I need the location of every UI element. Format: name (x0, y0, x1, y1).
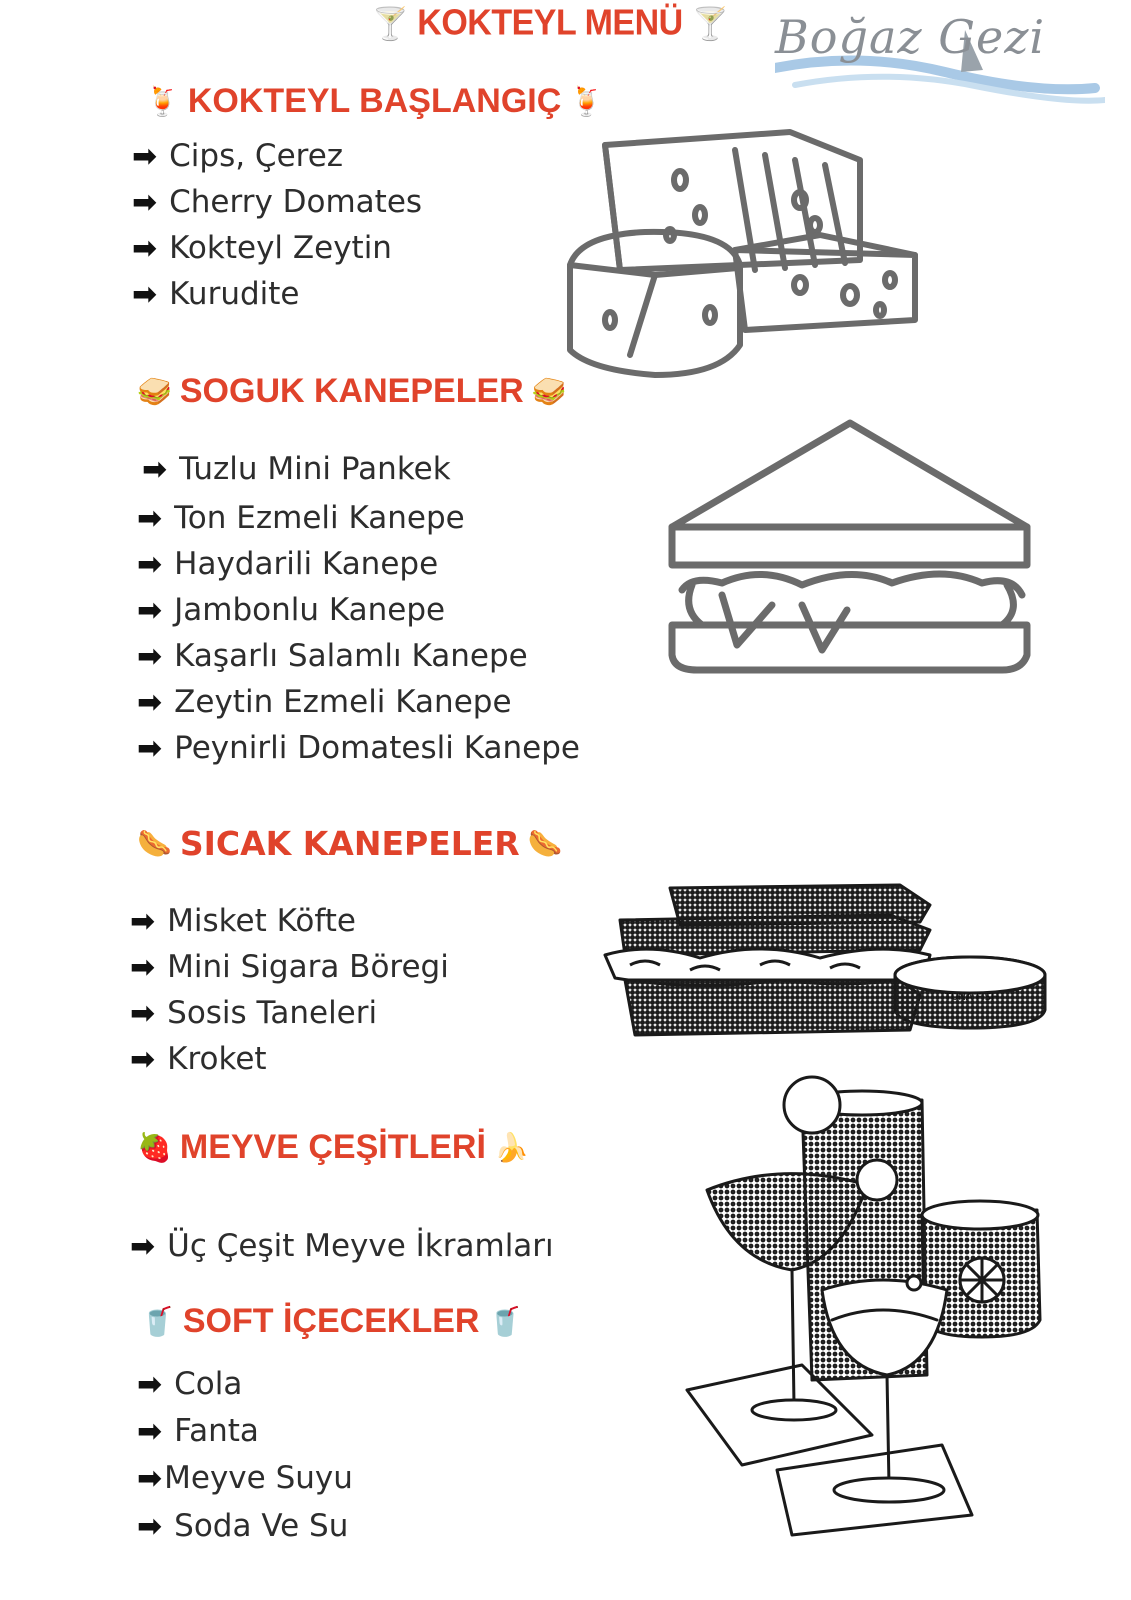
item-label: Cola (174, 1366, 243, 1402)
arrow-right-icon: ➡ (130, 1228, 156, 1264)
arrow-right-icon: ➡ (137, 546, 163, 582)
list-item (132, 138, 343, 174)
item-label: Üç Çeşit Meyve İkramları (167, 1228, 554, 1264)
section-heading-meyve-cesitleri (137, 1128, 529, 1167)
cocktail-glass-icon: 🍸 (691, 7, 729, 42)
list-item (137, 1366, 242, 1402)
item-label: Soda Ve Su (174, 1508, 349, 1544)
arrow-right-icon: ➡ (137, 684, 163, 720)
list-item (130, 903, 356, 939)
arrow-right-icon: ➡ (137, 592, 163, 628)
toast-and-tuna-can-illustration (600, 880, 1050, 1045)
section-title: SICAK KANEPELER (179, 824, 520, 863)
arrow-right-icon: ➡ (132, 184, 158, 220)
tuna-can-label: TUNA FISH (945, 992, 999, 1003)
tropical-drink-icon: 🍹 (569, 86, 605, 117)
arrow-right-icon: ➡ (137, 500, 163, 536)
list-item (137, 546, 438, 582)
banana-icon: 🍌 (493, 1132, 529, 1163)
arrow-right-icon: ➡ (132, 230, 158, 266)
section-heading-kokteyl-baslangic (145, 82, 604, 121)
section-heading-soguk-kanepeler (137, 372, 567, 411)
arrow-right-icon: ➡ (130, 949, 156, 985)
item-label: Kurudite (169, 276, 300, 312)
section-title: SOFT İÇECEKLER (182, 1302, 480, 1340)
item-label: Kaşarlı Salamlı Kanepe (174, 638, 528, 674)
list-item (137, 500, 465, 536)
item-label: Mini Sigara Böregi (167, 949, 449, 985)
cheese-illustration (560, 120, 930, 385)
list-item (130, 949, 449, 985)
item-label: Cips, Çerez (169, 138, 344, 174)
arrow-right-icon: ➡ (137, 638, 163, 674)
list-item (142, 451, 451, 487)
section-title: MEYVE ÇEŞİTLERİ (179, 1128, 486, 1166)
arrow-right-icon: ➡ (130, 903, 156, 939)
arrow-right-icon: ➡ (137, 1508, 163, 1544)
section-title: KOKTEYL BAŞLANGIÇ (187, 82, 562, 120)
list-item (132, 276, 299, 312)
item-label: Jambonlu Kanepe (174, 592, 446, 628)
hotdog-icon: 🌭 (527, 828, 563, 859)
page-title-text: KOKTEYL MENÜ (417, 3, 683, 43)
list-item (137, 592, 445, 628)
item-label: Ton Ezmeli Kanepe (174, 500, 465, 536)
sandwich-illustration (662, 415, 1037, 675)
list-item (132, 184, 422, 220)
item-label: Tuzlu Mini Pankek (179, 451, 451, 487)
section-heading-soft-icecekler (140, 1302, 522, 1341)
item-label: Fanta (174, 1413, 259, 1449)
logo-text: Boğaz Gezi (775, 10, 1046, 64)
strawberry-icon: 🍓 (137, 1132, 172, 1163)
arrow-right-icon: ➡ (137, 1413, 163, 1449)
sandwich-icon: 🥪 (137, 376, 172, 407)
arrow-right-icon: ➡ (142, 451, 168, 487)
arrow-right-icon: ➡ (130, 1041, 156, 1077)
list-item (137, 1460, 353, 1496)
item-label: Misket Köfte (167, 903, 356, 939)
list-item (130, 995, 377, 1031)
item-label: Peynirli Domatesli Kanepe (174, 730, 580, 766)
cup-with-straw-icon: 🥤 (487, 1306, 523, 1337)
arrow-right-icon: ➡ (130, 995, 156, 1031)
section-title: SOGUK KANEPELER (179, 372, 524, 410)
item-label: Meyve Suyu (164, 1460, 353, 1496)
list-item (137, 684, 512, 720)
section-heading-sicak-kanepeler (137, 824, 563, 863)
arrow-right-icon: ➡ (132, 138, 158, 174)
arrow-right-icon: ➡ (132, 276, 158, 312)
tropical-drink-icon: 🍹 (145, 86, 180, 117)
item-label: Sosis Taneleri (167, 995, 378, 1031)
list-item (137, 1508, 348, 1544)
item-label: Zeytin Ezmeli Kanepe (174, 684, 512, 720)
list-item (137, 638, 528, 674)
sandwich-icon: 🥪 (531, 376, 567, 407)
list-item (137, 730, 580, 766)
list-item (130, 1041, 267, 1077)
item-label: Kroket (167, 1041, 267, 1077)
item-label: Cherry Domates (169, 184, 423, 220)
arrow-right-icon: ➡ (137, 1366, 163, 1402)
list-item (137, 1413, 259, 1449)
cup-with-straw-icon: 🥤 (140, 1306, 175, 1337)
brand-logo (775, 10, 1105, 105)
item-label: Haydarili Kanepe (174, 546, 439, 582)
hotdog-icon: 🌭 (137, 828, 172, 859)
item-label: Kokteyl Zeytin (169, 230, 392, 266)
cocktail-glass-icon: 🍸 (371, 7, 409, 42)
cocktail-glasses-illustration (682, 1075, 1047, 1540)
arrow-right-icon: ➡ (137, 1460, 163, 1496)
list-item (130, 1228, 554, 1264)
list-item (132, 230, 392, 266)
arrow-right-icon: ➡ (137, 730, 163, 766)
